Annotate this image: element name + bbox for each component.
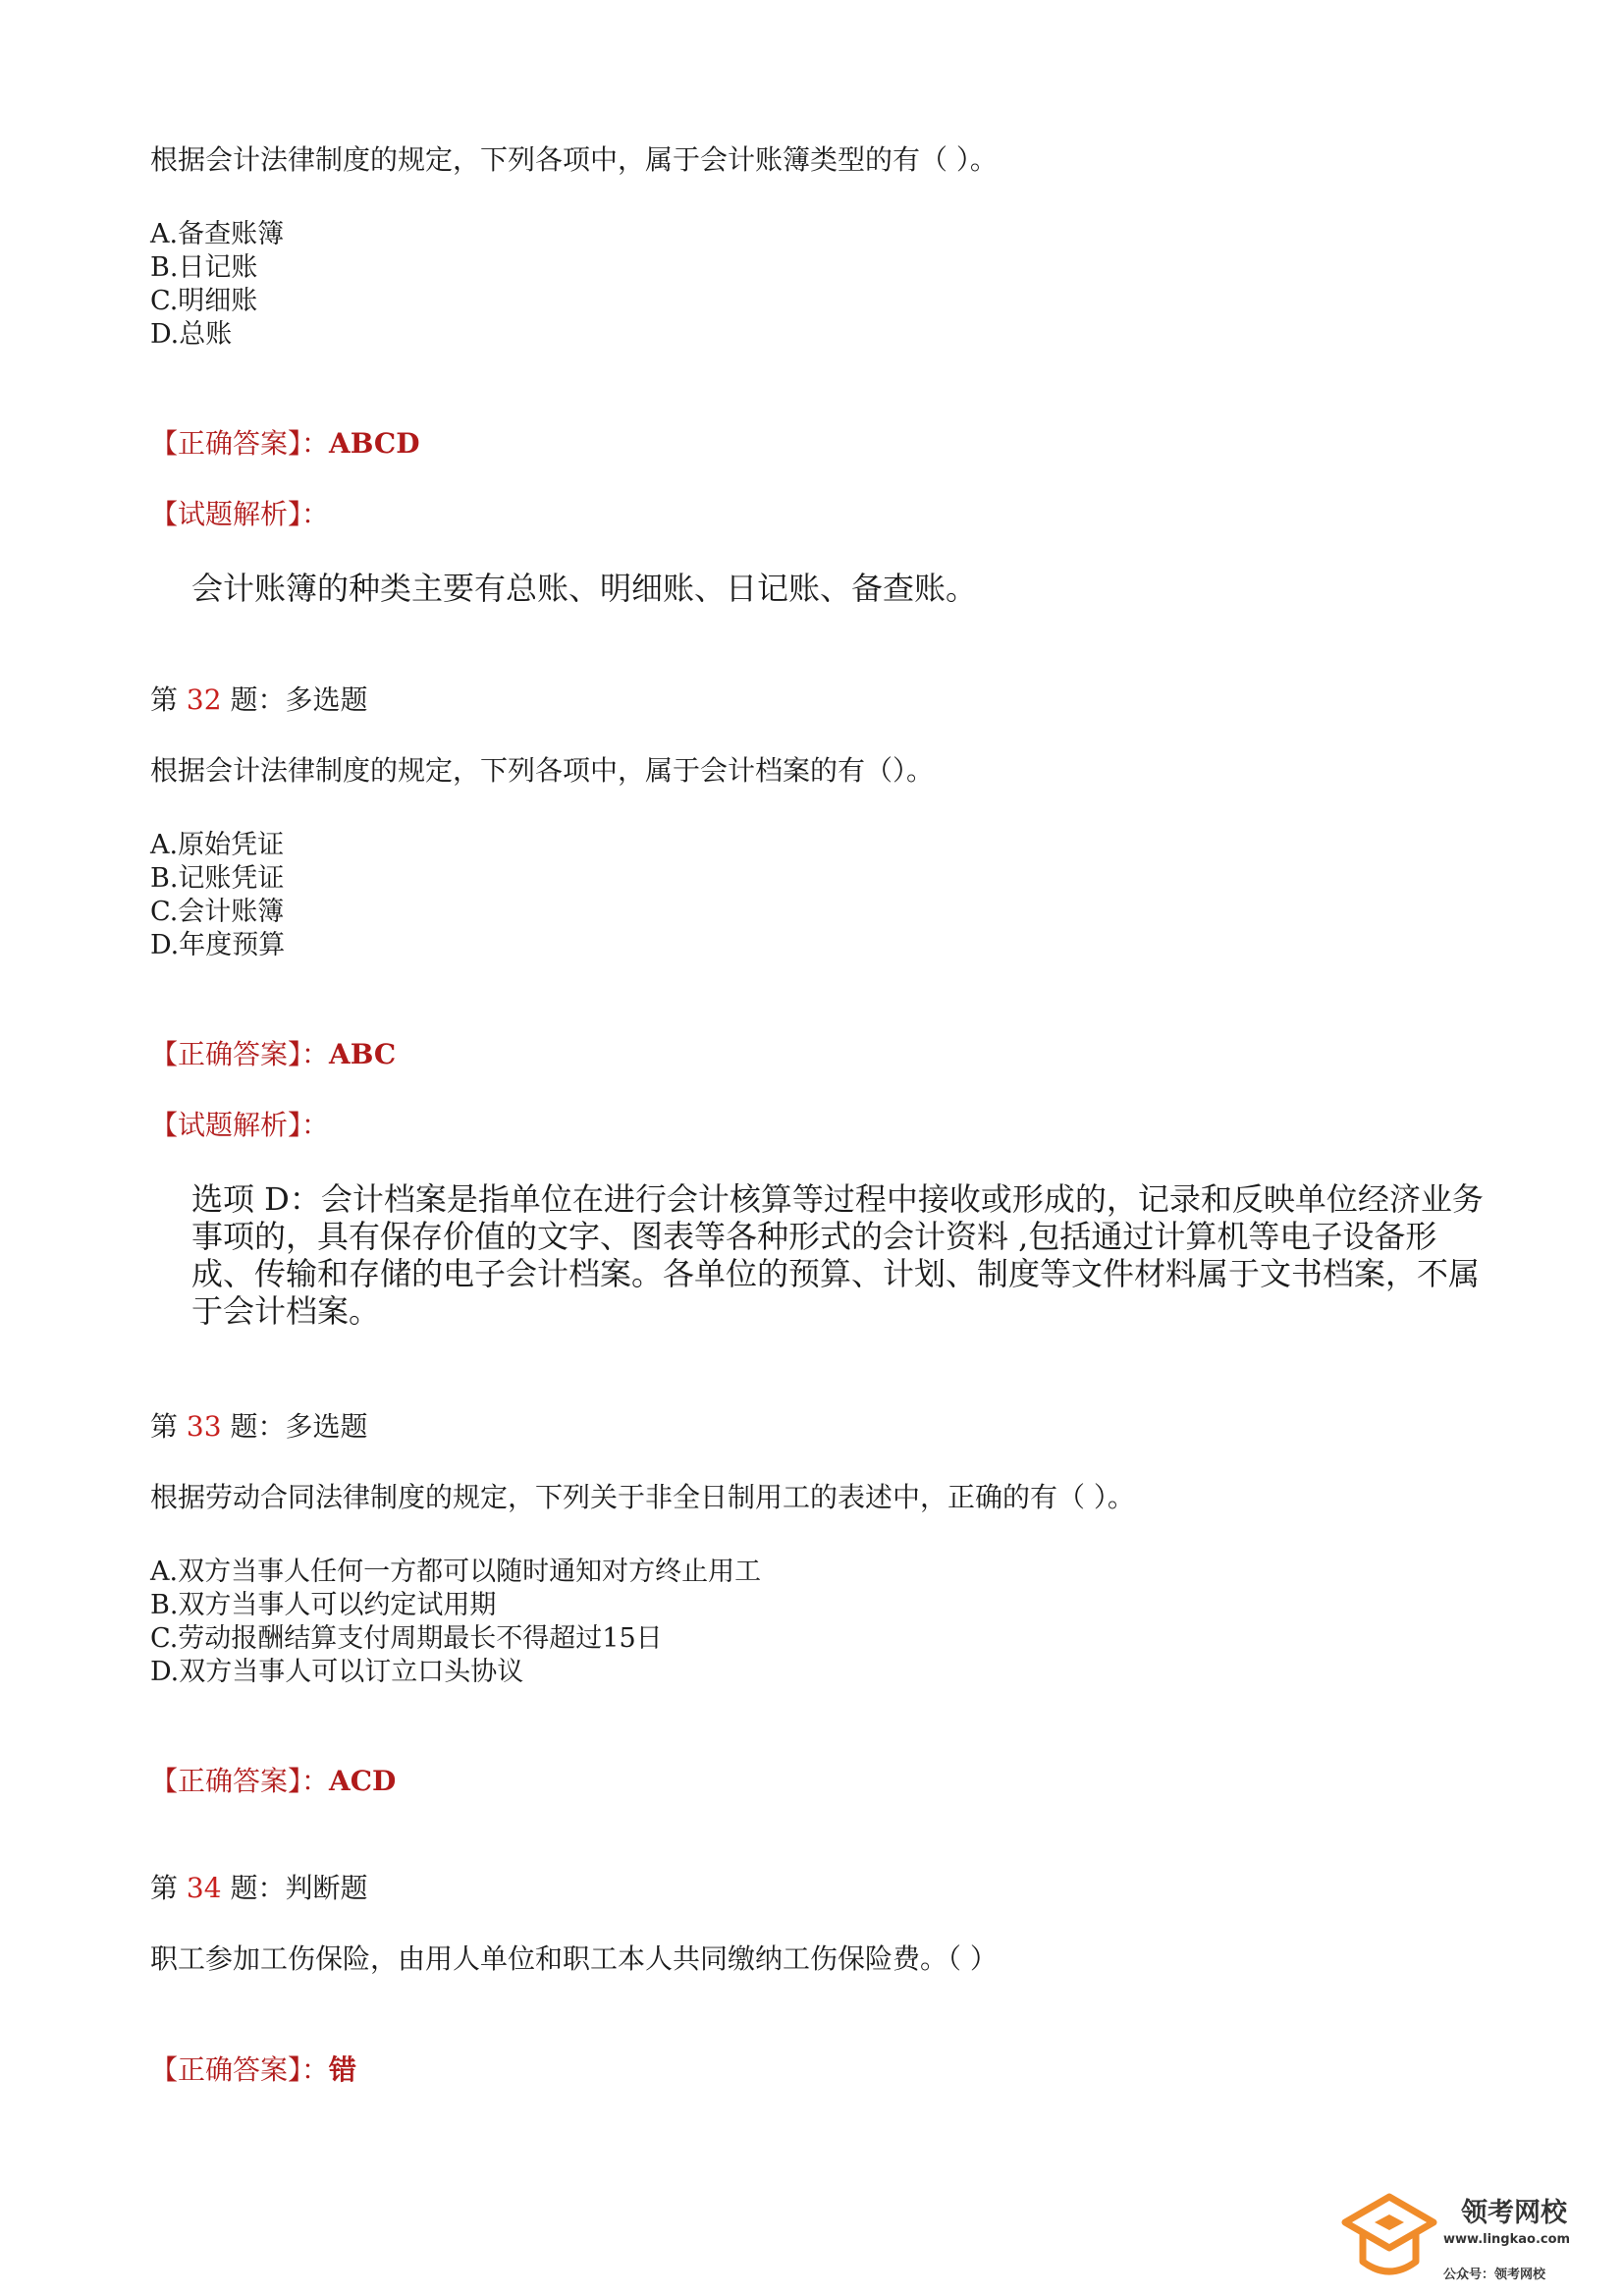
question-stem: 职工参加工伤保险，由用人单位和职工本人共同缴纳工伤保险费。（ ） [150,1942,998,1975]
question-stem: 根据劳动合同法律制度的规定，下列关于非全日制用工的表述中，正确的有（ ）。 [150,1481,1135,1513]
option-d: D.双方当事人可以订立口头协议 [150,1657,524,1687]
graduation-cap-icon [1335,2185,1443,2288]
brand-name: 领考网校 [1461,2198,1567,2228]
answer-label: 【正确答案】： [150,1765,330,1797]
option-d: D.年度预算 [150,930,286,960]
option-a: A.备查账簿 [150,219,285,249]
answer-value: ABC [329,1038,397,1070]
answer-label: 【正确答案】： [150,2053,330,2086]
option-a: A.原始凭证 [150,830,285,860]
wechat-account: 公众号：领考网校 [1443,2268,1546,2282]
analysis-heading: 【试题解析】： [150,498,330,530]
correct-answer [150,1764,396,1799]
option-b: B.记账凭证 [150,863,285,894]
question-header: 第 34 题：判断题 [150,1872,368,1904]
answer-label: 【正确答案】： [150,1038,330,1070]
option-b: B.日记账 [150,252,258,283]
option-c: C.明细账 [150,286,258,316]
correct-answer [150,1037,396,1072]
correct-answer [150,2052,356,2088]
question-header: 第 33 题：多选题 [150,1410,368,1443]
lingkao-logo [1335,2185,1610,2293]
option-c: C.会计账簿 [150,897,285,927]
answer-value: ABCD [329,427,420,460]
brand-url: www.lingkao.com [1443,2232,1571,2247]
answer-value: ACD [329,1765,397,1797]
analysis-text: 会计账簿的种类主要有总账、明细账、日记账、备查账。 [191,570,978,607]
option-c: C.劳动报酬结算支付周期最长不得超过15日 [150,1623,663,1654]
option-d: D.总账 [150,319,233,350]
answer-label: 【正确答案】： [150,427,330,460]
question-stem: 根据会计法律制度的规定，下列各项中，属于会计账簿类型的有（ ）。 [150,143,998,176]
answer-value: 错 [329,2053,357,2086]
option-b: B.双方当事人可以约定试用期 [150,1590,497,1620]
correct-answer [150,426,420,462]
question-stem: 根据会计法律制度的规定，下列各项中，属于会计档案的有（）。 [150,754,935,787]
option-a: A.双方当事人任何一方都可以随时通知对方终止用工 [150,1557,762,1587]
analysis-text: 选项 D：会计档案是指单位在进行会计核算等过程中接收或形成的，记录和反映单位经济业务事项的，具有保存价值的文字、图表等各种形式的会计资料 ,包括通过计算机等电子设备形成、传输和存储的电子会计档案。各单位的预算、计划、制度等文件材料属于文书档案，不属于会计档案。 [191,1180,1484,1330]
question-header: 第 32 题：多选题 [150,683,368,716]
analysis-heading: 【试题解析】： [150,1109,330,1141]
